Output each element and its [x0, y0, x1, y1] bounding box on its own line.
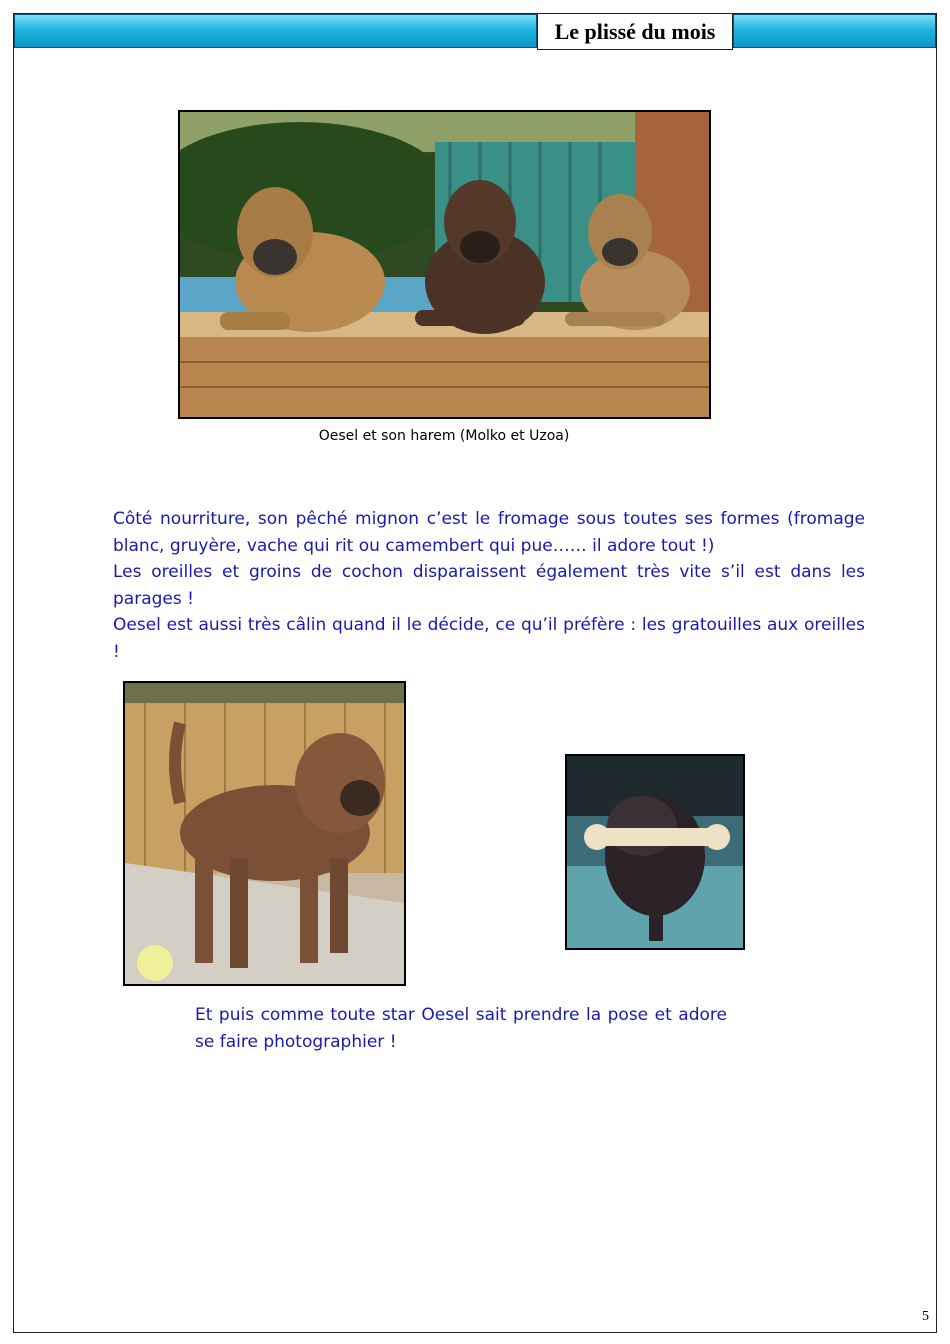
- paragraph-cuddly: Oesel est aussi très câlin quand il le décide, ce qu’il préfère : les gratouilles aux oreilles !: [113, 615, 865, 662]
- page-title: Le plissé du mois: [537, 14, 733, 50]
- paragraph-food: Côté nourriture, son pêché mignon c’est le fromage sous toutes ses formes (fromage blanc, gruyère, vache qui rit ou camembert qui pue…… il adore tout !): [113, 509, 865, 556]
- page-number: 5: [922, 1309, 929, 1324]
- photo-caption: Oesel et son harem (Molko et Uzoa): [318, 428, 570, 444]
- standing-dog-illustration: [125, 683, 404, 984]
- dog-with-bone-photo: [565, 754, 745, 950]
- body-paragraphs: [113, 506, 865, 666]
- closing-paragraph: Et puis comme toute star Oesel sait prendre la pose et adore se faire photographier !: [195, 1005, 727, 1052]
- paragraph-pig-ears: Les oreilles et groins de cochon disparaissent également très vite s’il est dans les parages !: [113, 562, 865, 609]
- three-dogs-photo: [178, 110, 711, 419]
- standing-dog-photo: [123, 681, 406, 986]
- header-bar-left: [14, 14, 537, 48]
- dog-with-bone-illustration: [567, 756, 743, 948]
- three-dogs-illustration: [180, 112, 709, 417]
- header-bar-right: [733, 14, 936, 48]
